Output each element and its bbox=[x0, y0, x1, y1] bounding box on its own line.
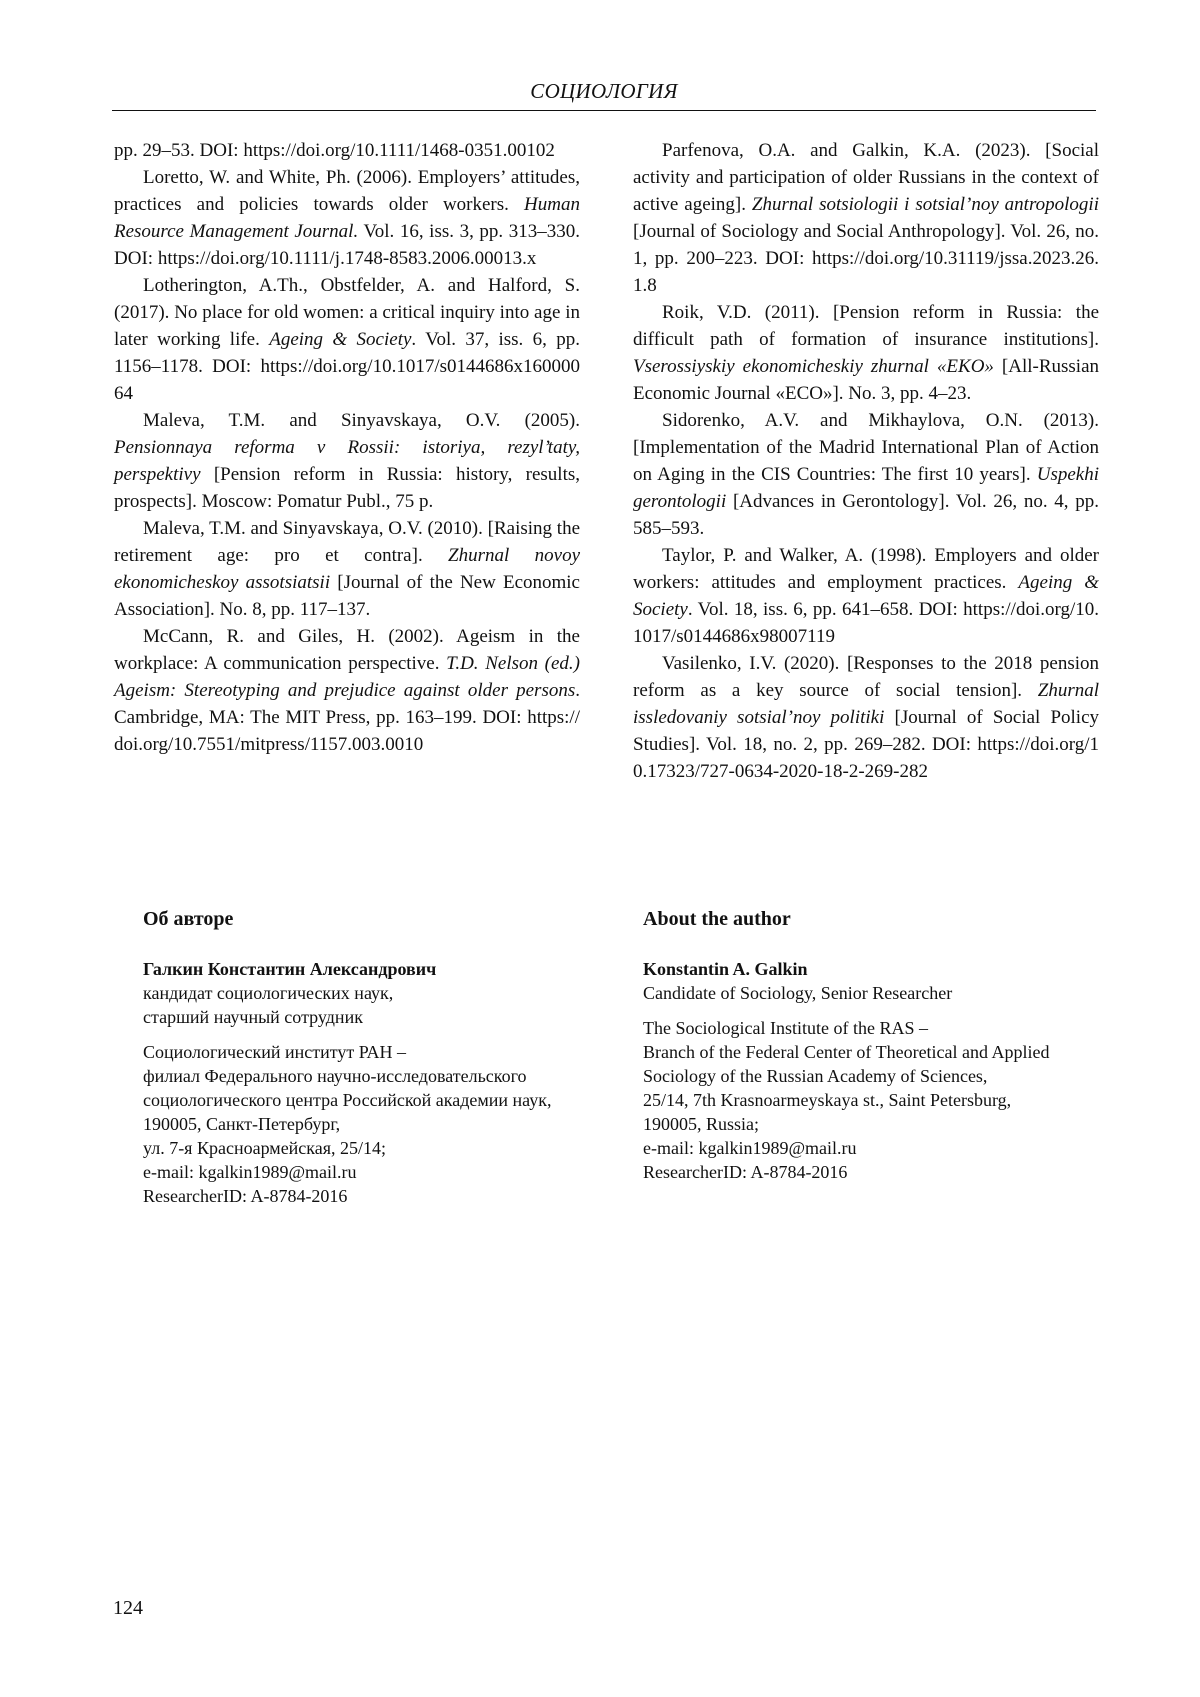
reference-text: pp. 29–53. DOI: bbox=[114, 140, 244, 161]
author-heading-en: About the author bbox=[643, 908, 791, 930]
affiliation-line: Социологический институт РАН – bbox=[143, 1042, 406, 1062]
email-line: e-mail: kgalkin1989@mail.ru bbox=[143, 1162, 357, 1182]
reference-text: [Advances in Gerontology]. Vol. 26, no. 4, pp. 585–593. bbox=[633, 491, 1099, 539]
doi-link[interactable]: https://doi.org/10.17323/727-0634-2020-18-2-269-282 bbox=[633, 734, 1099, 782]
reference-entry bbox=[633, 542, 1099, 650]
references-left-column bbox=[114, 137, 580, 758]
reference-source: Vserossiyskiy ekonomicheskiy zhurnal «EKO» bbox=[633, 356, 994, 377]
reference-text: [Journal of Sociology and Social Anthropology]. Vol. 26, no. 1, pp. 200–223. DOI: bbox=[633, 221, 1099, 269]
affiliation-line: 25/14, 7th Krasnoarmeyskaya st., Saint Petersburg, bbox=[643, 1090, 1012, 1110]
reference-text: Vol. 16, iss. 3, pp. 313–330. DOI: bbox=[114, 221, 580, 269]
doi-link[interactable]: https://doi.org/10.31119/jssa.2023.26.1.8 bbox=[633, 248, 1099, 296]
reference-source: T.D. Nelson (ed.) Ageism: Stereotyping and prejudice against older persons bbox=[114, 653, 581, 701]
reference-text: Lotherington, A.Th., Obstfelder, A. and Halford, S. (2017). No place for old women: a critical inquiry into age in later working life. bbox=[114, 275, 580, 350]
email-line: e-mail: kgalkin1989@mail.ru bbox=[643, 1138, 857, 1158]
page-number: 124 bbox=[113, 1597, 143, 1619]
reference-entry bbox=[633, 407, 1099, 542]
author-info-ru bbox=[143, 905, 623, 1208]
affiliation-line: 190005, Russia; bbox=[643, 1114, 760, 1134]
reference-text: [Journal of the New Economic Association]. No. 8, pp. 117–137. bbox=[114, 572, 580, 620]
author-title-line: старший научный сотрудник bbox=[143, 1007, 363, 1027]
reference-source: Zhurnal issledovaniy sotsial’noy politiki bbox=[633, 680, 1099, 728]
reference-text: McCann, R. and Giles, H. (2002). Ageism in the workplace: A communication perspective. bbox=[114, 626, 580, 674]
researcher-id-line: ResearcherID: A-8784-2016 bbox=[143, 1186, 348, 1206]
reference-text: . Vol. 18, iss. 6, pp. 641–658. DOI: bbox=[687, 599, 964, 620]
reference-text: Taylor, P. and Walker, A. (1998). Employers and older workers: attitudes and employment practices. bbox=[633, 545, 1099, 593]
reference-source: Human Resource Management Journal. bbox=[114, 194, 580, 242]
reference-text: Maleva, T.M. and Sinyavskaya, O.V. (2005). bbox=[143, 410, 580, 431]
reference-text: Vasilenko, I.V. (2020). [Responses to the 2018 pension reform as a key source of social tension]. bbox=[633, 653, 1099, 701]
doi-link[interactable]: https://doi.org/10.7551/mitpress/1157.003.0010 bbox=[114, 707, 580, 755]
reference-source: Ageing & Society bbox=[269, 329, 412, 350]
affiliation-line: филиал Федерального научно-исследовательского bbox=[143, 1066, 527, 1086]
researcher-id-line: ResearcherID: A-8784-2016 bbox=[643, 1162, 848, 1182]
reference-entry bbox=[633, 137, 1099, 299]
reference-entry bbox=[114, 407, 580, 515]
header-rule bbox=[112, 110, 1096, 111]
reference-entry bbox=[114, 137, 580, 164]
reference-text: Sidorenko, A.V. and Mikhaylova, O.N. (2013). [Implementation of the Madrid International Plan of Action on Aging in the CIS Countries: The first 10 years]. bbox=[633, 410, 1099, 485]
reference-entry bbox=[114, 515, 580, 623]
reference-entry bbox=[633, 650, 1099, 785]
reference-source: Ageing & Society bbox=[633, 572, 1099, 620]
reference-source: Zhurnal sotsiologii i sotsial’noy antropologii bbox=[751, 194, 1099, 215]
reference-text: Parfenova, O.A. and Galkin, K.A. (2023). [Social activity and participation of older Russians in the context of active ageing]. bbox=[633, 140, 1099, 215]
reference-text: . Cambridge, MA: The MIT Press, pp. 163–199. DOI: bbox=[114, 680, 580, 728]
affiliation-line: ул. 7-я Красноармейская, 25/14; bbox=[143, 1138, 387, 1158]
reference-text: [Pension reform in Russia: history, results, prospects]. Moscow: Pomatur Publ., 75 p. bbox=[114, 464, 580, 512]
author-name-en: Konstantin A. Galkin bbox=[643, 959, 808, 979]
affiliation-line: The Sociological Institute of the RAS – bbox=[643, 1018, 928, 1038]
author-name-ru: Галкин Константин Александрович bbox=[143, 959, 437, 979]
reference-source: Uspekhi gerontologii bbox=[633, 464, 1099, 512]
affiliation-line: социологического центра Российской академии наук, bbox=[143, 1090, 552, 1110]
author-info-en bbox=[643, 905, 1113, 1184]
reference-entry bbox=[114, 623, 580, 758]
reference-entry bbox=[633, 299, 1099, 407]
author-heading-ru: Об авторе bbox=[143, 908, 234, 930]
reference-entry bbox=[114, 272, 580, 407]
reference-entry bbox=[114, 164, 580, 272]
reference-source: Zhurnal novoy ekonomicheskoy assotsiatsii bbox=[114, 545, 580, 593]
affiliation-line: Branch of the Federal Center of Theoretical and Applied bbox=[643, 1042, 1050, 1062]
doi-link[interactable]: https://doi.org/10.1017/s0144686x16000064 bbox=[114, 356, 580, 404]
reference-text: [All-Russian Economic Journal «ECO»]. No. 3, pp. 4–23. bbox=[633, 356, 1100, 404]
reference-text: . Vol. 37, iss. 6, pp. 1156–1178. DOI: bbox=[114, 329, 580, 377]
reference-text: Roik, V.D. (2011). [Pension reform in Russia: the difficult path of formation of insurance institutions]. bbox=[633, 302, 1099, 350]
reference-text: Loretto, W. and White, Ph. (2006). Employers’ attitudes, practices and policies towards older workers. bbox=[114, 167, 580, 215]
affiliation-line: 190005, Санкт-Петербург, bbox=[143, 1114, 341, 1134]
reference-source: Pensionnaya reforma v Rossii: istoriya, rezyl’taty, perspektivy bbox=[114, 437, 580, 485]
reference-text: Maleva, T.M. and Sinyavskaya, O.V. (2010). [Raising the retirement age: pro et contra]. bbox=[114, 518, 580, 566]
author-title-line: Candidate of Sociology, Senior Researcher bbox=[643, 983, 953, 1003]
running-head: СОЦИОЛОГИЯ bbox=[530, 79, 678, 103]
doi-link[interactable]: https://doi.org/10.1111/1468-0351.00102 bbox=[243, 140, 555, 161]
affiliation-line: Sociology of the Russian Academy of Sciences, bbox=[643, 1066, 988, 1086]
doi-link[interactable]: https://doi.org/10.1017/s0144686x98007119 bbox=[633, 599, 1099, 647]
references-right-column bbox=[633, 137, 1099, 785]
doi-link[interactable]: https://doi.org/10.1111/j.1748-8583.2006.00013.x bbox=[157, 248, 537, 269]
reference-text: [Journal of Social Policy Studies]. Vol. 18, no. 2, pp. 269–282. DOI: bbox=[633, 707, 1100, 755]
author-title-line: кандидат социологических наук, bbox=[143, 983, 394, 1003]
